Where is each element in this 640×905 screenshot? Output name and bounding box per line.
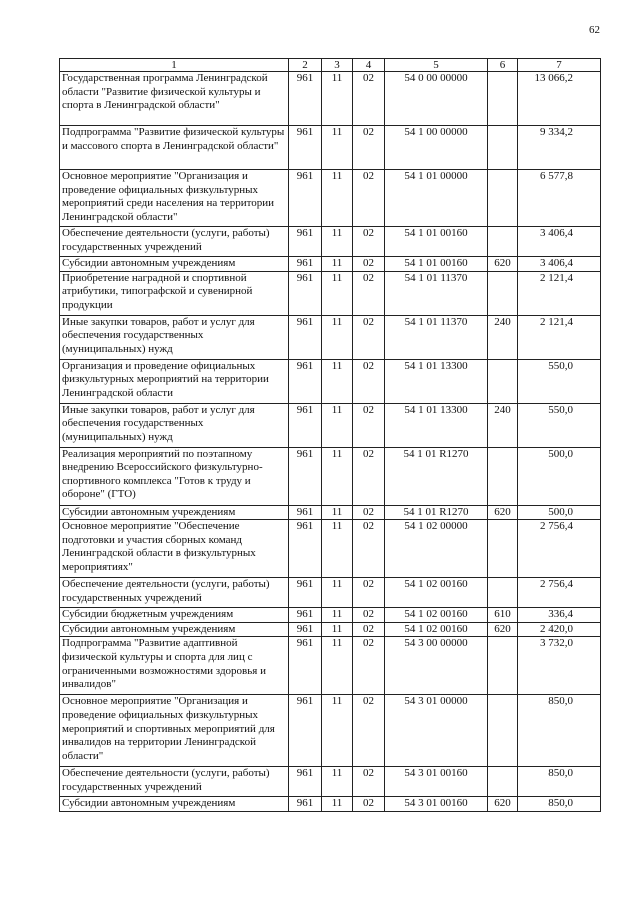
row-col7-cell: 850,0 [518,797,601,812]
row-col7-cell: 850,0 [518,767,601,797]
table-row [60,257,601,272]
row-col3-cell: 11 [322,447,353,505]
row-col7-cell: 2 121,4 [518,315,601,359]
row-col2-cell: 961 [289,403,322,447]
row-col4-cell: 02 [353,227,385,257]
row-col6-cell [488,271,518,315]
row-col7-cell: 550,0 [518,359,601,403]
row-col2-cell: 961 [289,797,322,812]
row-col5-cell: 54 1 02 00160 [385,608,488,623]
row-col7-cell: 2 756,4 [518,520,601,578]
table-row [60,359,601,403]
table-row [60,767,601,797]
row-col6-cell: 240 [488,403,518,447]
row-col5-cell: 54 1 01 R1270 [385,447,488,505]
row-col6-cell [488,72,518,126]
row-col2-cell: 961 [289,227,322,257]
row-col3-cell: 11 [322,608,353,623]
row-col7-cell: 500,0 [518,447,601,505]
row-col3-cell: 11 [322,359,353,403]
row-col6-cell: 620 [488,797,518,812]
row-name-cell: Субсидии автономным учреждениям [60,257,289,272]
row-name-cell: Субсидии автономным учреждениям [60,622,289,637]
row-col3-cell: 11 [322,767,353,797]
row-col2-cell: 961 [289,608,322,623]
table-row [60,170,601,227]
row-col2-cell: 961 [289,359,322,403]
header-col-3: 3 [322,59,353,72]
row-col6-cell [488,170,518,227]
row-name-cell: Подпрограмма "Развитие физической культуры и массового спорта в Ленинградской области" [60,126,289,170]
row-col5-cell: 54 1 02 00160 [385,622,488,637]
table-row [60,403,601,447]
row-col3-cell: 11 [322,227,353,257]
row-col5-cell: 54 1 01 13300 [385,359,488,403]
row-name-cell: Субсидии автономным учреждениям [60,505,289,520]
row-name-cell: Обеспечение деятельности (услуги, работы) государственных учреждений [60,767,289,797]
row-col7-cell: 2 121,4 [518,271,601,315]
row-col4-cell: 02 [353,637,385,695]
row-col5-cell: 54 0 00 00000 [385,72,488,126]
row-col4-cell: 02 [353,315,385,359]
row-col5-cell: 54 1 01 13300 [385,403,488,447]
row-name-cell: Организация и проведение официальных физкультурных мероприятий на территории Ленинградской области [60,359,289,403]
row-col6-cell: 620 [488,505,518,520]
row-col6-cell [488,447,518,505]
row-col3-cell: 11 [322,126,353,170]
row-col6-cell [488,767,518,797]
table-row [60,637,601,695]
row-col2-cell: 961 [289,170,322,227]
table-row [60,578,601,608]
row-col4-cell: 02 [353,403,385,447]
table-row [60,72,601,126]
row-col4-cell: 02 [353,447,385,505]
row-col2-cell: 961 [289,695,322,767]
row-col4-cell: 02 [353,126,385,170]
header-col-6: 6 [488,59,518,72]
row-col7-cell: 6 577,8 [518,170,601,227]
row-col6-cell: 620 [488,257,518,272]
row-name-cell: Приобретение наградной и спортивной атрибутики, типографской и сувенирной продукции [60,271,289,315]
row-col2-cell: 961 [289,637,322,695]
row-col6-cell [488,695,518,767]
budget-table [59,58,601,812]
row-name-cell: Иные закупки товаров, работ и услуг для обеспечения государственных (муниципальных) нужд [60,403,289,447]
row-col4-cell: 02 [353,520,385,578]
row-col4-cell: 02 [353,767,385,797]
header-col-7: 7 [518,59,601,72]
row-col4-cell: 02 [353,72,385,126]
table-header-row [60,59,601,72]
row-col3-cell: 11 [322,578,353,608]
row-col7-cell: 3 406,4 [518,257,601,272]
row-col7-cell: 336,4 [518,608,601,623]
row-col5-cell: 54 1 01 11370 [385,271,488,315]
table-row [60,622,601,637]
table-row [60,126,601,170]
row-name-cell: Реализация мероприятий по поэтапному внедрению Всероссийского физкультурно-спортивного комплекса "Готов к труду и обороне" (ГТО) [60,447,289,505]
row-col3-cell: 11 [322,622,353,637]
row-name-cell: Субсидии бюджетным учреждениям [60,608,289,623]
row-col7-cell: 9 334,2 [518,126,601,170]
table-row [60,695,601,767]
header-col-1: 1 [60,59,289,72]
table-row [60,271,601,315]
row-col5-cell: 54 1 00 00000 [385,126,488,170]
row-col2-cell: 961 [289,126,322,170]
row-name-cell: Иные закупки товаров, работ и услуг для обеспечения государственных (муниципальных) нужд [60,315,289,359]
row-col2-cell: 961 [289,767,322,797]
row-col5-cell: 54 1 01 R1270 [385,505,488,520]
row-col6-cell: 610 [488,608,518,623]
row-col4-cell: 02 [353,505,385,520]
row-col3-cell: 11 [322,797,353,812]
table-body [60,59,601,812]
row-col7-cell: 500,0 [518,505,601,520]
row-col7-cell: 550,0 [518,403,601,447]
row-col5-cell: 54 3 01 00000 [385,695,488,767]
row-col3-cell: 11 [322,72,353,126]
page-number: 62 [589,24,600,36]
row-col6-cell [488,227,518,257]
row-col2-cell: 961 [289,622,322,637]
row-col2-cell: 961 [289,447,322,505]
row-col4-cell: 02 [353,608,385,623]
row-col6-cell [488,520,518,578]
row-col2-cell: 961 [289,72,322,126]
table-row [60,447,601,505]
table-row [60,227,601,257]
row-col3-cell: 11 [322,170,353,227]
row-col6-cell [488,126,518,170]
row-name-cell: Обеспечение деятельности (услуги, работы) государственных учреждений [60,227,289,257]
row-col2-cell: 961 [289,505,322,520]
row-col3-cell: 11 [322,520,353,578]
row-col3-cell: 11 [322,257,353,272]
row-col5-cell: 54 3 01 00160 [385,767,488,797]
row-name-cell: Государственная программа Ленинградской области "Развитие физической культуры и спорта в Ленинградской области" [60,72,289,126]
row-col5-cell: 54 1 02 00000 [385,520,488,578]
row-col4-cell: 02 [353,359,385,403]
row-col7-cell: 850,0 [518,695,601,767]
table-row [60,315,601,359]
row-col6-cell: 240 [488,315,518,359]
row-col3-cell: 11 [322,637,353,695]
row-name-cell: Основное мероприятие "Организация и проведение официальных физкультурных мероприятий и спортивных мероприятий для инвалидов на территории Ленинградской области" [60,695,289,767]
row-col6-cell [488,578,518,608]
row-col2-cell: 961 [289,271,322,315]
row-name-cell: Основное мероприятие "Обеспечение подготовки и участия сборных команд Ленинградской области в физкультурных мероприятиях" [60,520,289,578]
row-col5-cell: 54 3 01 00160 [385,797,488,812]
row-col4-cell: 02 [353,170,385,227]
row-col7-cell: 3 406,4 [518,227,601,257]
row-col2-cell: 961 [289,257,322,272]
row-col5-cell: 54 1 02 00160 [385,578,488,608]
row-col6-cell [488,637,518,695]
header-col-4: 4 [353,59,385,72]
row-col3-cell: 11 [322,695,353,767]
row-col5-cell: 54 3 00 00000 [385,637,488,695]
row-col6-cell [488,359,518,403]
row-col5-cell: 54 1 01 00160 [385,227,488,257]
row-name-cell: Обеспечение деятельности (услуги, работы) государственных учреждений [60,578,289,608]
row-name-cell: Подпрограмма "Развитие адаптивной физической культуры и спорта для лиц с ограниченными возможностями здоровья и инвалидов" [60,637,289,695]
row-col3-cell: 11 [322,403,353,447]
row-col4-cell: 02 [353,622,385,637]
row-col3-cell: 11 [322,315,353,359]
row-col2-cell: 961 [289,578,322,608]
header-col-5: 5 [385,59,488,72]
row-col4-cell: 02 [353,797,385,812]
row-col4-cell: 02 [353,695,385,767]
row-col3-cell: 11 [322,271,353,315]
row-col7-cell: 3 732,0 [518,637,601,695]
row-col4-cell: 02 [353,271,385,315]
row-col5-cell: 54 1 01 00000 [385,170,488,227]
row-col5-cell: 54 1 01 11370 [385,315,488,359]
row-col7-cell: 2 756,4 [518,578,601,608]
row-col3-cell: 11 [322,505,353,520]
table-row [60,520,601,578]
table-row [60,505,601,520]
row-col6-cell: 620 [488,622,518,637]
row-col7-cell: 2 420,0 [518,622,601,637]
row-name-cell: Субсидии автономным учреждениям [60,797,289,812]
row-col4-cell: 02 [353,578,385,608]
header-col-2: 2 [289,59,322,72]
row-col2-cell: 961 [289,315,322,359]
table-row [60,797,601,812]
table-row [60,608,601,623]
row-col4-cell: 02 [353,257,385,272]
row-name-cell: Основное мероприятие "Организация и проведение официальных физкультурных мероприятий среди населения на территории Ленинградской области" [60,170,289,227]
row-col7-cell: 13 066,2 [518,72,601,126]
row-col5-cell: 54 1 01 00160 [385,257,488,272]
row-col2-cell: 961 [289,520,322,578]
